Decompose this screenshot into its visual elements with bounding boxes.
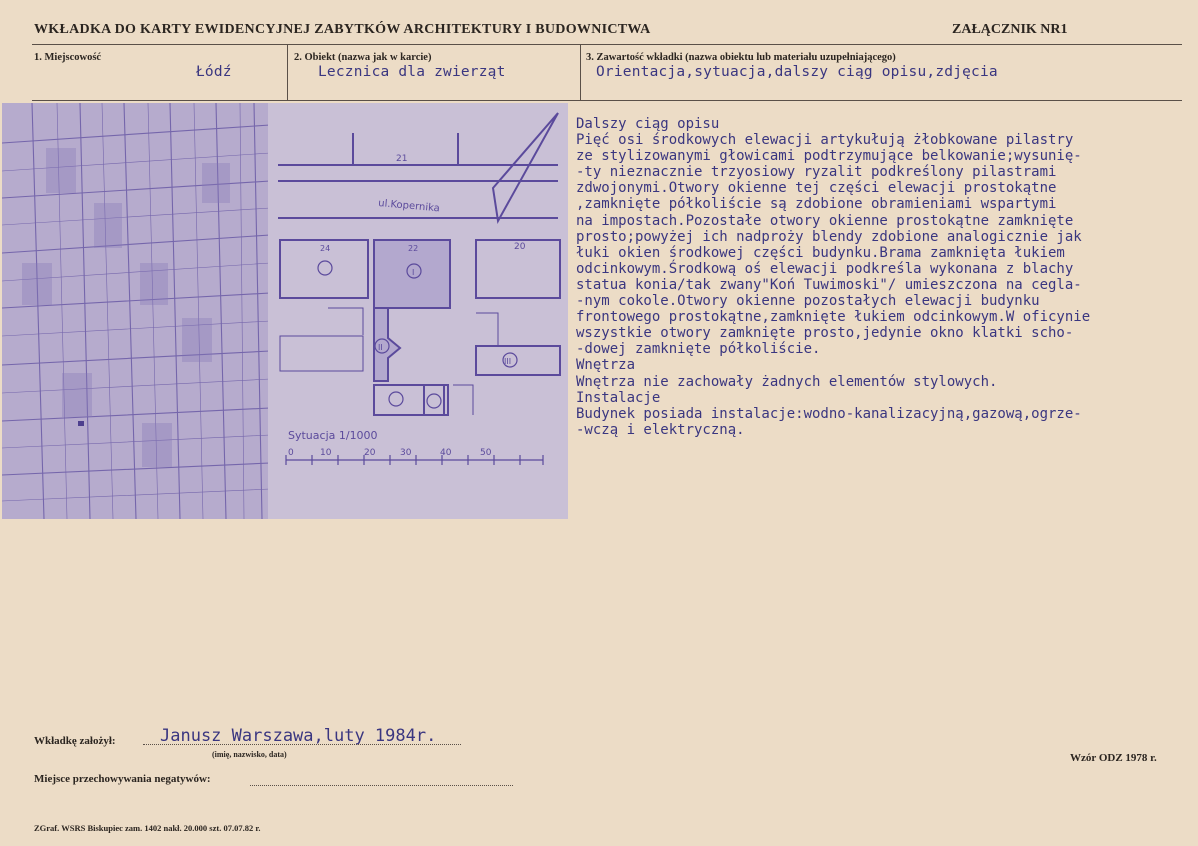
street-grid-graphic	[2, 103, 270, 519]
description-line: frontowego prostokątne,zamknięte łukiem odcinkowym.W oficynie	[576, 309, 1091, 326]
content-value: Orientacja,sytuacja,dalszy ciąg opisu,zdjęcia	[596, 64, 998, 80]
object-label: 2. Obiekt (nazwa jak w karcie)	[294, 52, 432, 63]
field-divider-1	[287, 44, 288, 100]
building-III: III	[504, 357, 512, 366]
scale-tick-0: 0	[288, 448, 294, 458]
fields-divider	[32, 100, 1182, 101]
description-line: Budynek posiada instalacje:wodno-kanalizacyjną,gazową,ogrze-	[576, 405, 1082, 422]
description-line: Wnętrza	[576, 357, 636, 374]
description-line: statua konia/tak zwany"Koń Tuwimoski"/ umieszczona na cegla-	[576, 276, 1082, 293]
plot-21: 21	[396, 154, 408, 164]
description-line: -dowej zamknięte półkoliście.	[576, 341, 821, 358]
annex-number: ZAŁĄCZNIK NR1	[952, 22, 1068, 37]
street-name: ul.Kopernika	[377, 198, 441, 215]
description-line: Instalacje	[576, 389, 661, 406]
description-line: Wnętrza nie zachowały żadnych elementów stylowych.	[576, 373, 998, 390]
description-line: na impostach.Pozostałe otwory okienne prostokątne zamknięte	[576, 212, 1074, 229]
field-divider-2	[580, 44, 581, 100]
scale-tick-40: 40	[440, 448, 452, 458]
description-line: ,zamknięte półkoliście są zdobione obramieniami wspartymi	[576, 196, 1057, 213]
description-line: -ty nieznacznie trzyosiowy ryzalit podkreślony pilastrami	[576, 164, 1057, 181]
scale-tick-20: 20	[364, 448, 376, 458]
scale-tick-50: 50	[480, 448, 492, 458]
scale-label: Sytuacja 1/1000	[288, 429, 378, 442]
locality-value: Łódź	[196, 64, 232, 80]
description-line: -wczą i elektryczną.	[576, 421, 745, 438]
card-title: WKŁADKA DO KARTY EWIDENCYJNEJ ZABYTKÓW ARCHITEKTURY I BUDOWNICTWA	[34, 22, 651, 37]
content-label: 3. Zawartość wkładki (nazwa obiektu lub materiału uzupełniającego)	[586, 52, 896, 63]
print-info: ZGraf. WSRS Biskupiec zam. 1402 nakł. 20.000 szt. 07.07.82 r.	[34, 823, 261, 833]
building-II: II	[378, 343, 383, 352]
plot-22: 22	[408, 244, 419, 253]
storage-label: Miejsce przechowywania negatywów:	[34, 773, 211, 785]
description-text	[576, 116, 1194, 438]
founder-value: Janusz Warszawa,luty 1984r.	[160, 726, 437, 746]
plot-24: 24	[320, 244, 331, 253]
description-line: Pięć osi środkowych elewacji artykułują żłobkowane pilastry	[576, 132, 1074, 149]
site-plan-graphic	[268, 103, 568, 519]
form-pattern: Wzór ODZ 1978 r.	[1070, 752, 1157, 764]
scale-tick-10: 10	[320, 448, 332, 458]
description-line: łuki okien środkowej części budynku.Brama zamknięta łukiem	[576, 244, 1065, 261]
scale-tick-30: 30	[400, 448, 412, 458]
description-line: odcinkowym.Środkową oś elewacji podkreśla wykonana z blachy	[576, 260, 1074, 277]
storage-dotted-line	[250, 785, 513, 786]
description-line: Dalszy ciąg opisu	[576, 116, 720, 132]
plot-20: 20	[514, 242, 526, 252]
description-line: ze stylizowanymi głowicami podtrzymujące belkowanie;wysunię-	[576, 148, 1082, 165]
founder-hint: (imię, nazwisko, data)	[212, 750, 287, 759]
locality-label: 1. Miejscowość	[34, 52, 102, 63]
situation-plan	[268, 103, 568, 519]
founder-dotted-line	[143, 744, 461, 745]
orientation-map	[2, 103, 270, 519]
description-line: wszystkie otwory zamknięte prosto,jedynie okno klatki scho-	[576, 325, 1074, 342]
building-I: I	[412, 268, 415, 277]
description-line: -nym cokole.Otwory okienne pozostałych elewacji budynku	[576, 293, 1040, 310]
description-line: zdwojonymi.Otwory okienne tej części elewacji prostokątne	[576, 180, 1057, 197]
description-line: prosto;powyżej ich nadproży blendy zdobione analogicznie jak	[576, 228, 1082, 245]
object-value: Lecznica dla zwierząt	[318, 64, 506, 80]
header-divider	[32, 44, 1182, 45]
founder-label: Wkładkę założył:	[34, 735, 116, 747]
